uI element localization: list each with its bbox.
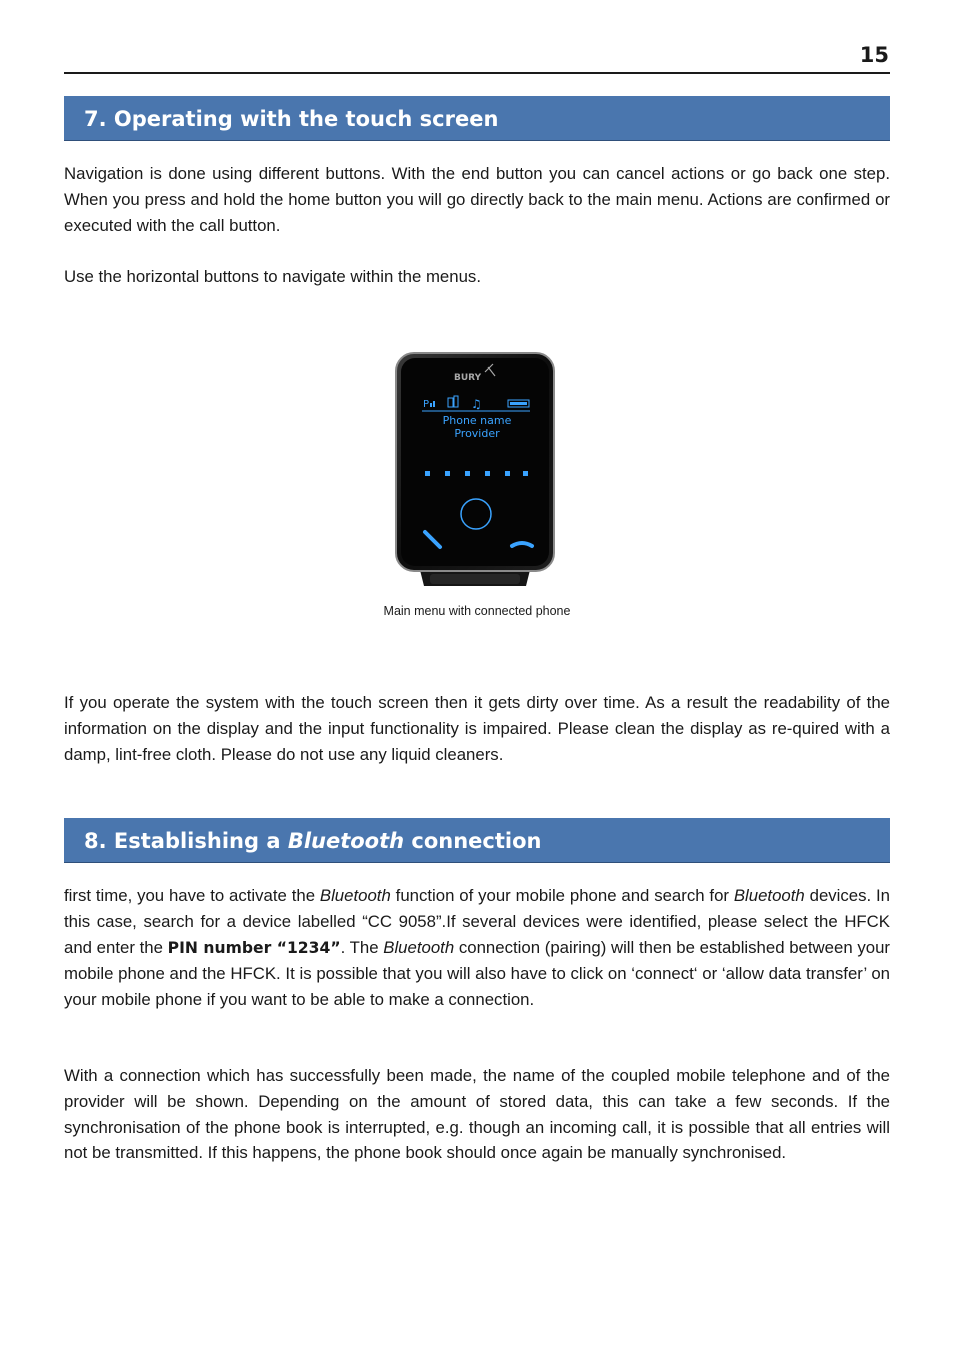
page-number: 15 <box>859 43 889 67</box>
signal-icon: P <box>423 399 430 410</box>
device-image <box>392 350 562 590</box>
section-8-title: 8. Establishing a Bluetooth connection <box>84 829 542 853</box>
section-7-paragraph-3: If you operate the system with the touch screen then it gets dirty over time. As a result the readability of the information on the display and the input functionality is impaired. Please clean the display as re-quired with a damp, lint-free cloth. Please do not use any liquid cleaners. <box>64 693 890 764</box>
section-7-paragraph-1: Navigation is done using different buttons. With the end button you can cancel actions or go back one step. When you press and hold the home button you will go directly back to the main menu. Actions are confirmed or executed with the call button. <box>64 164 890 235</box>
screen-provider: Provider <box>454 427 500 440</box>
section-7-title: 7. Operating with the touch screen <box>84 107 499 131</box>
header-rule <box>64 72 890 74</box>
image-caption: Main menu with connected phone <box>383 604 571 618</box>
section-7-header <box>64 96 890 141</box>
hands-free-device-illustration <box>392 350 562 590</box>
screen-phone-name: Phone name <box>442 414 512 427</box>
music-note-icon: ♫ <box>471 397 482 411</box>
brand-logo: BURY <box>454 373 482 383</box>
pin-number: PIN number “1234” <box>167 938 341 957</box>
section-8-header <box>64 818 890 863</box>
section-8-paragraph-1: first time, you have to activate the Bluetooth function of your mobile phone and search for Bluetooth devices. In this case, search for a device labelled “CC 9058”.If several devices were identified, please select the HFCK and enter the PIN number “1234”. The Bluetooth connection (pairing) will then be established between your mobile phone and the HFCK. It is possible that you will also have to click on ‘connect‘ or ‘allow data transfer’ on your mobile phone if you want to be able to make a connection. <box>64 886 891 1010</box>
section-7-paragraph-2: Use the horizontal buttons to navigate within the menus. <box>64 267 481 286</box>
section-8-paragraph-2: With a connection which has successfully been made, the name of the coupled mobile telephone and of the provider will be shown. Depending on the amount of stored data, this can take a few seconds. If the synchronisation of the phone book is interrupted, e.g. though an incoming call, it is possible that all entries will not be transmitted. If this happens, the phone book should once again be manually synchronised. <box>64 1066 890 1163</box>
